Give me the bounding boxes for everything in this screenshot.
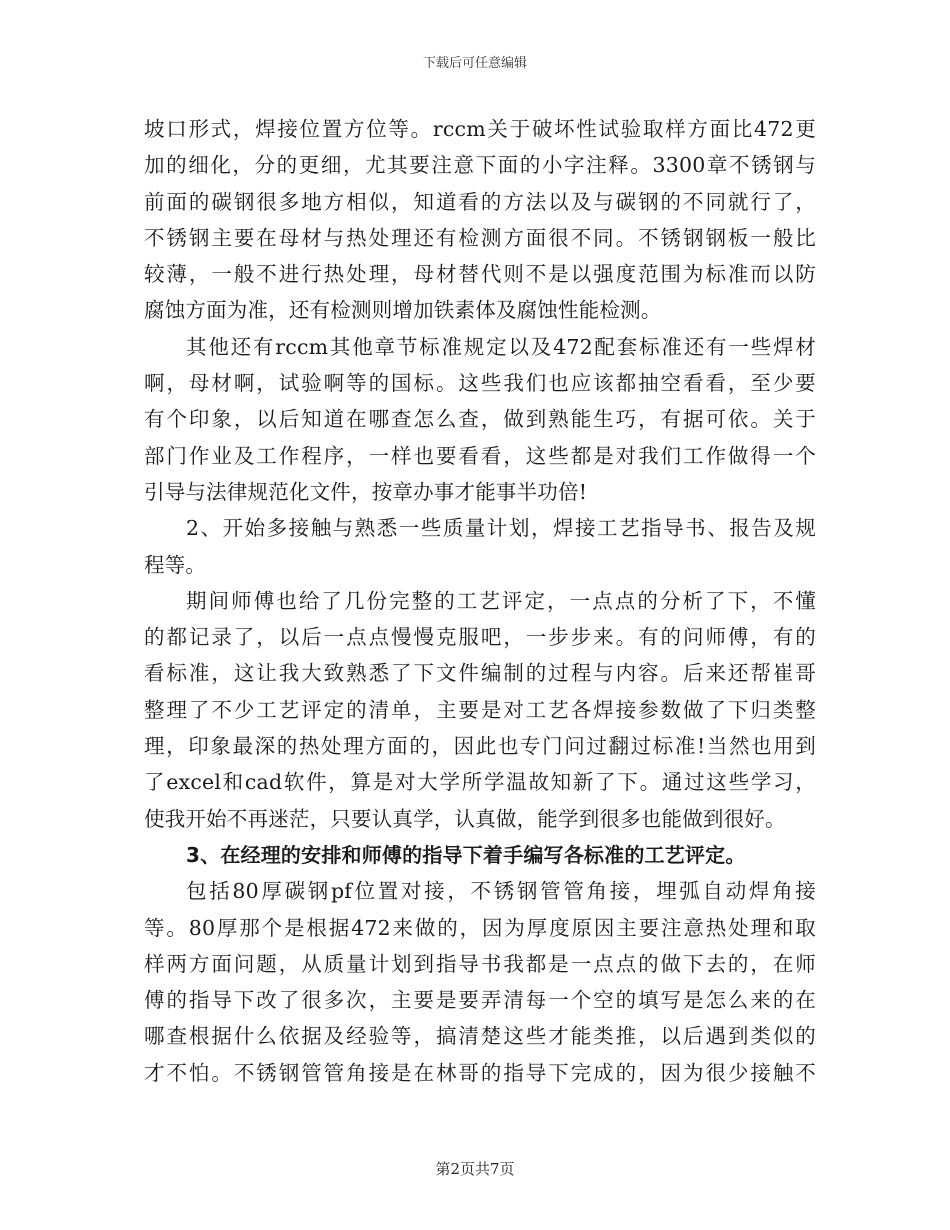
text-line: 前面的碳钢很多地方相似，知道看的方法以及与碳钢的不同就行了， xyxy=(144,189,816,214)
text-line: 其他还有rccm其他章节标准规定以及472配套标准还有一些焊材 xyxy=(186,334,816,359)
text-line: 腐蚀方面为准，还有检测则增加铁素体及腐蚀性能检测。 xyxy=(144,298,662,323)
text-line: 傅的指导下改了很多次，主要是要弄清每一个空的填写是怎么来的在 xyxy=(144,988,816,1013)
page-header: 下载后可任意编辑 xyxy=(422,56,527,71)
text-line: 期间师傅也给了几份完整的工艺评定，一点点的分析了下，不懂 xyxy=(186,588,816,613)
text-line: 哪查根据什么依据及经验等，搞清楚这些才能类推，以后遇到类似的 xyxy=(144,1024,816,1049)
text-line: 使我开始不再迷茫，只要认真学，认真做，能学到很多也能做到很好。 xyxy=(144,806,786,831)
text-line: 有个印象，以后知道在哪查怎么查，做到熟能生巧，有据可依。关于 xyxy=(144,407,816,432)
text-line: 不锈钢主要在母材与热处理还有检测方面很不同。不锈钢钢板一般比 xyxy=(144,225,816,250)
text-line: 整理了不少工艺评定的清单，主要是对工艺各焊接参数做了下归类整 xyxy=(144,697,816,722)
text-line: 看标准，这让我大致熟悉了下文件编制的过程与内容。后来还帮崔哥 xyxy=(144,661,816,686)
text-line: 较薄，一般不进行热处理，母材替代则不是以强度范围为标准而以防 xyxy=(144,262,816,287)
text-line: 样两方面问题，从质量计划到指导书我都是一点点的做下去的，在师 xyxy=(144,951,816,976)
text-line: 部门作业及工作程序，一样也要看看，这些都是对我们工作做得一个 xyxy=(144,443,816,468)
text-line: 理，印象最深的热处理方面的，因此也专门问过翻过标准!当然也用到 xyxy=(144,734,816,759)
text-line: 引导与法律规范化文件，按章办事才能事半功倍! xyxy=(144,479,588,504)
document-body xyxy=(144,111,816,1091)
text-line: 2、开始多接触与熟悉一些质量计划，焊接工艺指导书、报告及规 xyxy=(186,516,816,541)
section-heading: 3、在经理的安排和师傅的指导下着手编写各标准的工艺评定。 xyxy=(186,842,746,867)
text-line: 才不怕。不锈钢管管角接是在林哥的指导下完成的，因为很少接触不 xyxy=(144,1060,816,1085)
text-line: 啊，母材啊，试验啊等的国标。这些我们也应该都抽空看看，至少要 xyxy=(144,371,816,396)
text-line: 等。80厚那个是根据472来做的，因为厚度原因主要注意热处理和取 xyxy=(144,915,816,940)
text-line: 的都记录了，以后一点点慢慢克服吧，一步步来。有的问师傅，有的 xyxy=(144,625,816,650)
text-line: 程等。 xyxy=(144,552,207,577)
text-line: 了excel和cad软件，算是对大学所学温故知新了下。通过这些学习， xyxy=(144,770,816,795)
text-line: 坡口形式，焊接位置方位等。rccm关于破坏性试验取样方面比472更 xyxy=(144,117,816,141)
text-line: 包括80厚碳钢pf位置对接，不锈钢管管角接，埋弧自动焊角接 xyxy=(186,879,816,904)
text-line: 加的细化，分的更细，尤其要注意下面的小字注释。3300章不锈钢与 xyxy=(144,153,816,178)
page-footer: 第2页共7页 xyxy=(435,1160,515,1178)
